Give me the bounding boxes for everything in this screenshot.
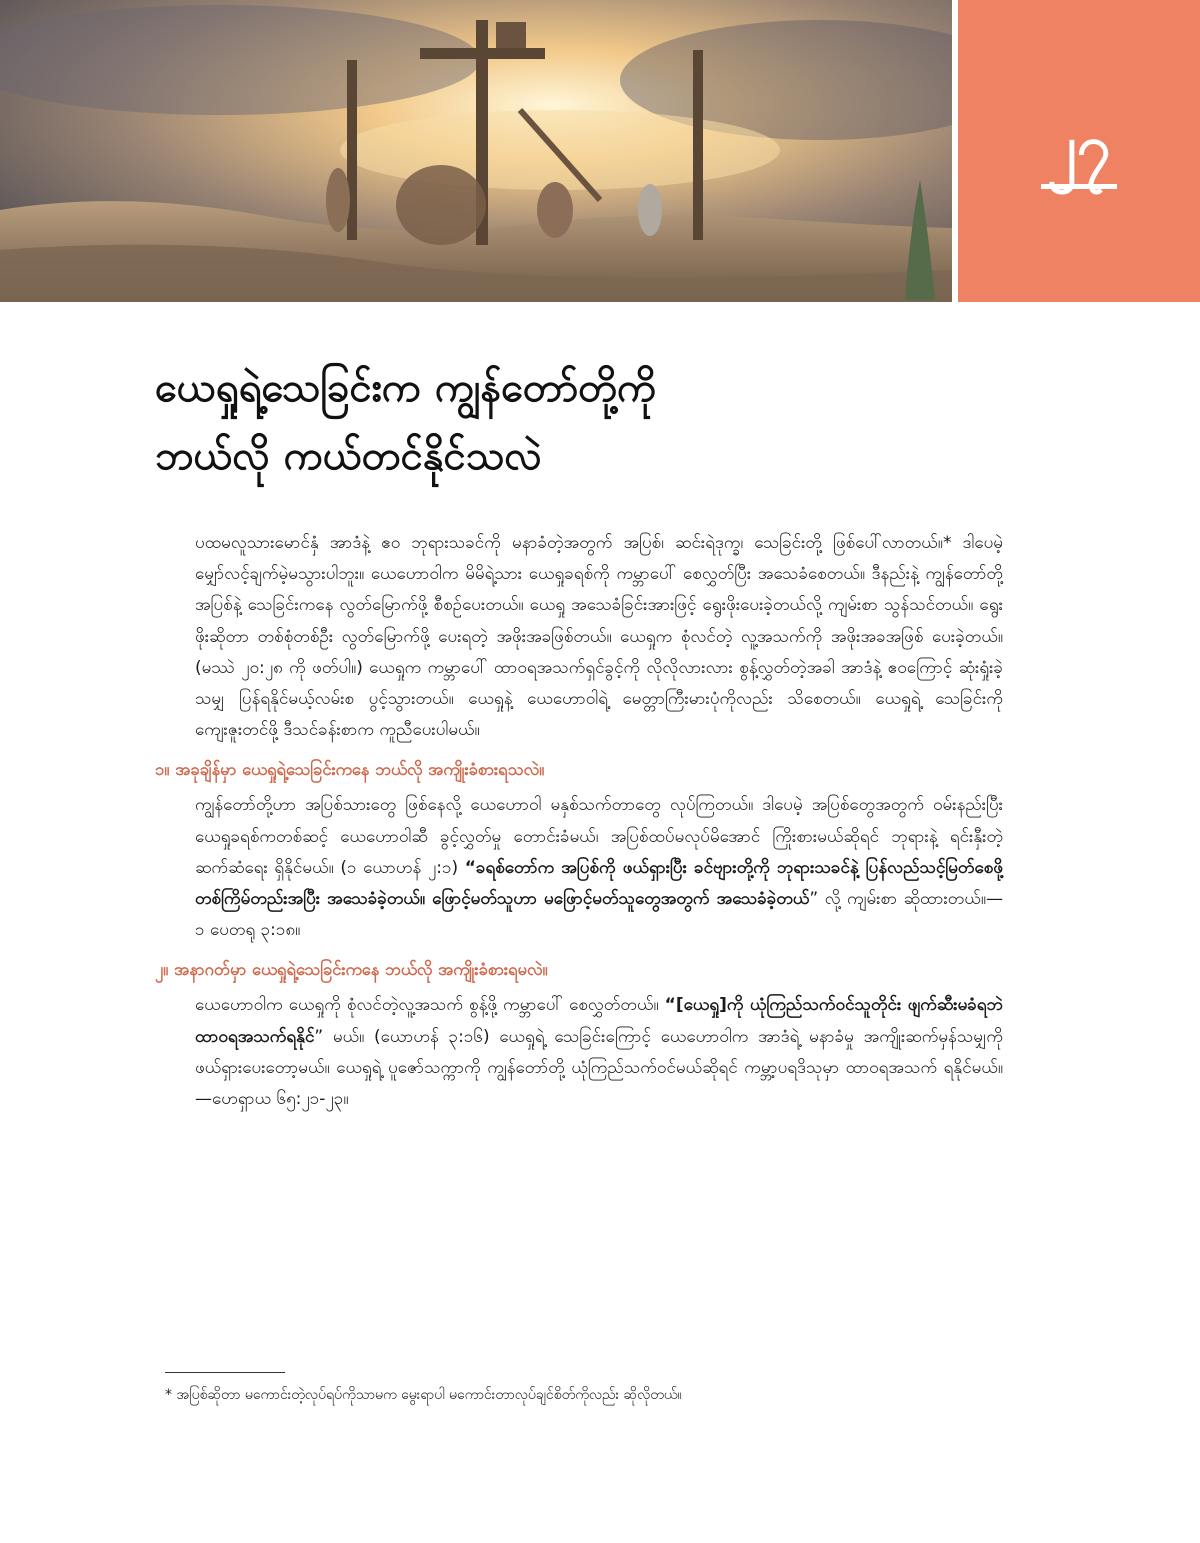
footnote-divider (165, 1372, 285, 1373)
section-1-paragraph (195, 790, 1003, 946)
section-1-quote: “ခရစ်တော်က အပြစ်ကို ဖယ်ရှားပြီး ခင်ဗျားတို့ကို ဘုရားသခင်နဲ့ ပြန်လည်သင့်မြတ်စေဖို့ တစ်ကြိမ်တည်းအပြီး အသေခံခဲ့တယ်။ ဖြောင့်မတ်သူဟာ မဖြောင့်မတ်သူတွေအတွက် အသေခံခဲ့တယ် (195, 857, 1003, 910)
section-2-paragraph (195, 990, 1003, 1115)
lesson-content (155, 528, 1004, 1121)
header-illustration (0, 0, 952, 302)
section-2-quote: “[ယေရှု]ကို ယုံကြည်သက်ဝင်သူတိုင်း ဖျက်ဆီးမခံရဘဲ ထာဝရအသက်ရနိုင် (195, 995, 1004, 1047)
section-1-text-before: ကျွန်တော်တို့ဟာ အပြစ်သားတွေ ဖြစ်နေလို့ ယေဟောဝါ မနှစ်သက်တာတွေ လုပ်ကြတယ်။ ဒါပေမဲ့ အပြစ်တွေအတွက် ဝမ်းနည်းပြီး ယေရှုခရစ်ကတစ်ဆင့် ယေဟောဝါဆီ ခွင့်လွှတ်မှု တောင်းခံမယ်၊ အပြစ်ထပ်မလုပ်မိအောင် ကြိုးစားမယ်ဆိုရင် ဘုရားနဲ့ ရင်းနှီးတဲ့ဆက်ဆံရေး ရှိနိုင်မယ်။ (၁ ယောဟန် ၂:၁) (195, 795, 1003, 878)
lesson-number-badge (958, 0, 1200, 302)
section-1-text-after: ” လို့ ကျမ်းစာ ဆိုထားတယ်။—၁ ပေတရု ၃:၁၈။ (195, 889, 1003, 941)
question-1-text: အခုချိန်မှာ ယေရှုရဲ့သေခြင်းကနေ ဘယ်လို အကျိုးခံစားရသလဲ။ (175, 760, 545, 780)
title-line-1: ယေရှုရဲ့သေခြင်းက ကျွန်တော်တို့ကို (155, 365, 657, 411)
crucifixion-scene-image (0, 0, 952, 302)
question-1-heading (155, 756, 1003, 784)
title-line-2: ဘယ်လို ကယ်တင်နိုင်သလဲ (155, 433, 542, 479)
question-2-number: ၂။ (155, 960, 169, 980)
footnote: * အပြစ်ဆိုတာ မကောင်းတဲ့လုပ်ရပ်ကိုသာမက မွေးရာပါ မကောင်းတာလုပ်ချင်စိတ်ကိုလည်း ဆိုလိုတယ်။ (165, 1387, 682, 1403)
question-2-text: အနာဂတ်မှာ ယေရှုရဲ့သေခြင်းကနေ ဘယ်လို အကျိုးခံစားရမလဲ။ (174, 960, 548, 980)
question-1-number: ၁။ (155, 760, 170, 780)
question-2-heading (155, 956, 1003, 984)
section-2-text-after: ” မယ်။ (ယောဟန် ၃:၁၆) ယေရှုရဲ့ သေခြင်းကြောင့် ယေဟောဝါက အာဒံရဲ့ မနာခံမှု အကျိုးဆက်မှန်သမျှကို ဖယ်ရှားပေးတော့မယ်။ ယေရှုရဲ့ ပူဇော်သက္ကာကို ကျွန်တော်တို့ ယုံကြည်သက်ဝင်မယ်ဆိုရင် ကမ္ဘာ့ပရဒိသုမှာ ထာဝရအသက် ရနိုင်မယ်။—ဟေရှာယ ၆၅:၂၁-၂၃။ (195, 1026, 1003, 1110)
section-2-text-before: ယေဟောဝါက ယေရှုကို စုံလင်တဲ့လူ့အသက် စွန့်ဖို့ ကမ္ဘာပေါ် စေလွှတ်တယ်။ (195, 995, 665, 1016)
page-title (155, 354, 1055, 490)
lesson-number: ၂၇ (1041, 114, 1116, 189)
intro-paragraph: ပထမလူသားမောင်နှံ အာဒံနဲ့ ဧဝ ဘုရားသခင်ကို မနာခံတဲ့အတွက် အပြစ်၊ ဆင်းရဲဒုက္ခ၊ သေခြင်းတို့ ဖြစ်ပေါ်လာတယ်။* ဒါပေမဲ့ မျှော်လင့်ချက်မဲ့မသွားပါဘူး။ ယေဟောဝါက မိမိရဲ့သား ယေရှုခရစ်ကို ကမ္ဘာပေါ် စေလွှတ်ပြီး အသေခံစေတယ်။ ဒီနည်းနဲ့ ကျွန်တော်တို့ အပြစ်နဲ့ သေခြင်းကနေ လွတ်မြောက်ဖို့ စီစဉ်ပေးတယ်။ ယေရှု အသေခံခြင်းအားဖြင့် ရွေးဖိုးပေးခဲ့တယ်လို့ ကျမ်းစာ သွန်သင်တယ်။ ရွေးဖိုးဆိုတာ တစ်စုံတစ်ဦး လွတ်မြောက်ဖို့ ပေးရတဲ့ အဖိုးအခဖြစ်တယ်။ ယေရှုက စုံလင်တဲ့ လူ့အသက်ကို အဖိုးအခအဖြစ် ပေးခဲ့တယ်။ (မဿဲ ၂၀:၂၈ ကို ဖတ်ပါ။) ယေရှုက ကမ္ဘာပေါ် ထာဝရအသက်ရှင်ခွင့်ကို လိုလိုလားလား စွန့်လွှတ်တဲ့အခါ အာဒံနဲ့ ဧဝကြောင့် ဆုံးရှုံးခဲ့သမျှ ပြန်ရနိုင်မယ့်လမ်းစ ပွင့်သွားတယ်။ ယေရှုနဲ့ ယေဟောဝါရဲ့ မေတ္တာကြီးမားပုံကိုလည်း သိစေတယ်။ ယေရှုရဲ့ သေခြင်းကို ကျေးဇူးတင်ဖို့ ဒီသင်ခန်းစာက ကူညီပေးပါမယ်။ (195, 533, 1003, 741)
